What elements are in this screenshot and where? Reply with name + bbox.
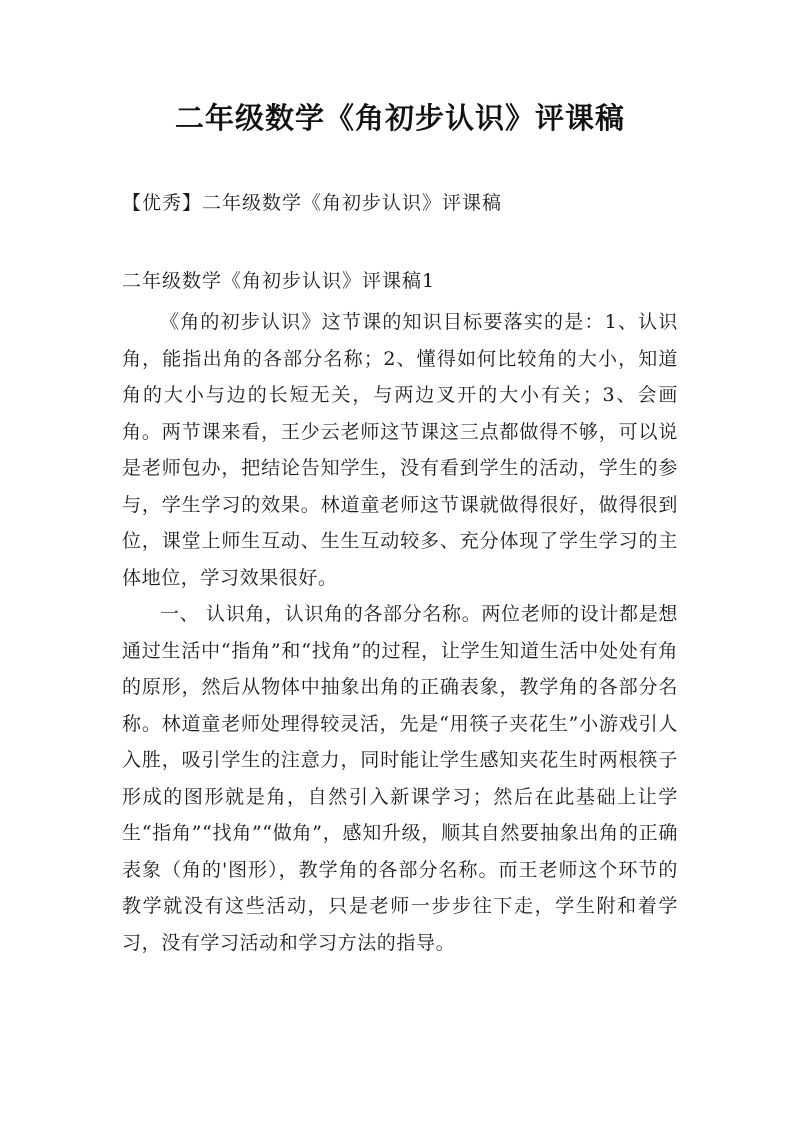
body-paragraph: 《角的初步认识》这节课的知识目标要落实的是：1、认识角，能指出角的各部分名称；2、懂得如何比较角的大小，知道角的大小与边的长短无关，与两边叉开的大小有关；3、会画角。两节课来看，王少云老师这节课这三点都做得不够，可以说是老师包办，把结论告知学生，没有看到学生的活动，学生的参与，学生学习的效果。林道童老师这节课就做得很好，做得很到位，课堂上师生互动、生生互动较多、充分体现了学生学习的主体地位，学习效果很好。 bbox=[122, 311, 678, 589]
section-heading: 二年级数学《角初步认识》评课稿1 bbox=[122, 270, 436, 292]
document-body bbox=[122, 304, 678, 961]
document-subtitle: 【优秀】二年级数学《角初步认识》评课稿 bbox=[122, 192, 503, 214]
body-paragraph: 一、 认识角，认识角的各部分名称。两位老师的设计都是想通过生活中“指角”和“找角”的过程，让学生知道生活中处处有角的原形，然后从物体中抽象出角的正确表象，教学角的各部分名称。林道童老师处理得较灵活，先是“用筷子夹花生”小游戏引人入胜，吸引学生的注意力，同时能让学生感知夹花生时两根筷子形成的图形就是角，自然引入新课学习；然后在此基础上让学生“指角”“找角”“做角”，感知升级，顺其自然要抽象出角的正确表象（角的'图形），教学角的各部分名称。而王老师这个环节的教学就没有这些活动，只是老师一步步往下走，学生附和着学习，没有学习活动和学习方法的指导。 bbox=[122, 603, 678, 954]
document-title: 二年级数学《角初步认识》评课稿 bbox=[174, 101, 625, 135]
